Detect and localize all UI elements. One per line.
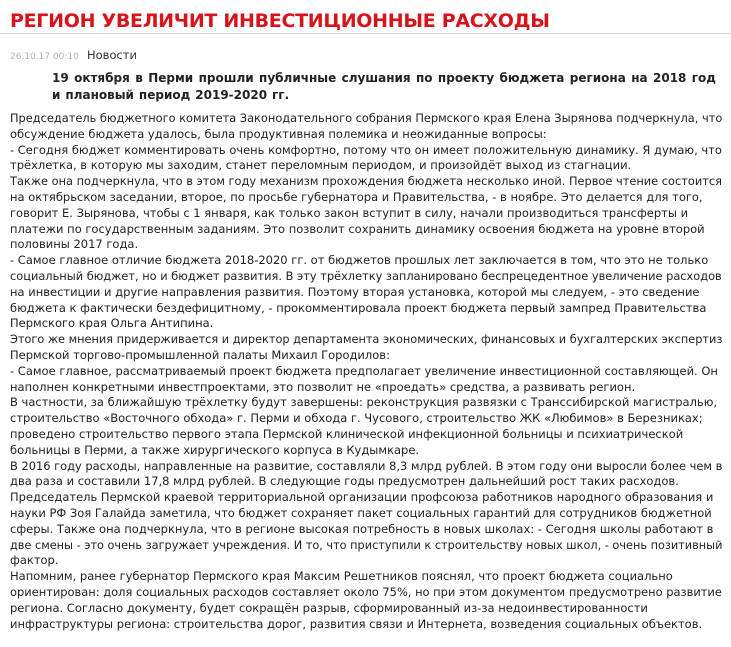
body-line: Пермского края Ольга Антипина. [10, 316, 214, 331]
body-line: Пермской торгово-промышленной палаты Михаил Городилов: [10, 347, 390, 362]
body-line: науки РФ Зоя Галайда заметила, что бюджет сохраняет пакет социальных гарантий для сотрудников бюджетной [10, 505, 712, 520]
body-line: платежи по государственным заданиям. Это позволит сохранить динамику освоения бюджета на уровне второй [10, 221, 705, 236]
body-line: обсуждение бюджета удалось, была продуктивная полемика и неожиданные вопросы: [10, 126, 547, 141]
body-line: - Сегодня бюджет комментировать очень комфортно, потому что он имеет положительную динамику. Я думаю, что [10, 142, 722, 157]
body-line: проведено строительство первого этапа Пермской клинической инфекционной больницы и психиатрической [10, 426, 684, 441]
body-line: - Самое главное, рассматриваемый проект бюджета предполагает увеличение инвестиционной составляющей. Он [10, 363, 718, 378]
body-line: ориентирован: доля социальных расходов составляет около 75%, но при этом документом предусмотрено развитие [10, 584, 722, 599]
article-meta [10, 44, 137, 63]
body-line: больницы в Перми, а также хирургического корпуса в Кудымкаре. [10, 442, 420, 457]
body-line: на октябрьском заседании, второе, по просьбе губернатора и Правительства, - в ноябре. Это делается для того, [10, 189, 703, 204]
body-line: фактор. [10, 553, 59, 568]
body-line: строительство «Восточного обхода» г. Перми и обхода г. Чусового, строительство ЖК «Любимов» в Березниках; [10, 411, 703, 426]
body-line: половины 2017 года. [10, 237, 139, 252]
article-body [10, 111, 722, 632]
article-title: РЕГИОН УВЕЛИЧИТ ИНВЕСТИЦИОННЫЕ РАСХОДЫ [10, 10, 550, 32]
body-line: - Самое главное отличие бюджета 2018-2020 гг. от бюджетов прошлых лет заключается в том, что это не только [10, 253, 709, 268]
body-line: В 2016 году расходы, направленные на развитие, составляли 8,3 млрд рублей. В этом году они выросли более чем в [10, 458, 723, 473]
body-line: В частности, за ближайшую трёхлетку будут завершены: реконструкция развязки с Транссибирской магистралью, [10, 395, 718, 410]
article-date: 26.10.17 00:10 [10, 52, 79, 62]
article-lead: 19 октября в Перми прошли публичные слушания по проекту бюджета региона на 2018 год и плановый период 2019-2020 гг. [52, 71, 716, 102]
body-line: говорит Е. Зырянова, чтобы с 1 января, как только закон вступит в силу, начали производиться трансферты и [10, 205, 689, 220]
body-line: Также она подчеркнула, что в этом году механизм прохождения бюджета несколько иной. Первое чтение состоится [10, 174, 722, 189]
body-line: Напомним, ранее губернатор Пермского края Максим Решетников пояснял, что проект бюджета социально [10, 569, 673, 584]
body-line: Председатель Пермской краевой территориальной организации профсоюза работников народного образования и [10, 490, 714, 505]
body-line: бюджета к фактически бездефицитному, - прокомментировала проект бюджета первый зампред Правительства [10, 300, 707, 315]
body-line: трёхлетка, в которую мы заходим, станет переломным периодом, и произойдёт выход из стагнации. [10, 158, 632, 173]
body-line: сферы. Также она подчеркнула, что в регионе высокая потребность в новых школах: - Сегодня школы работают в [10, 521, 714, 536]
body-line: региона. Согласно документу, будет сокращён разрыв, сформированный из-за недоинвестированности [10, 600, 648, 615]
body-line: инфраструктуры региона: строительства дорог, развития связи и Интернета, возведения социальных объектов. [10, 616, 703, 631]
body-line: наполнен конкретными инвестпроектами, это позволит не «проедать» средства, а развивать регион. [10, 379, 636, 394]
title-divider [0, 33, 731, 34]
body-line: два раза и составили 17,8 млрд рублей. В следующие годы предусмотрен дальнейший рост таких расходов. [10, 474, 679, 489]
article-category-link[interactable]: Новости [86, 48, 137, 62]
body-line: социальный бюджет, но и бюджет развития. В эту трёхлетку запланировано беспрецедентное увеличение расходов [10, 268, 722, 283]
body-line: Председатель бюджетного комитета Законодательного собрания Пермского края Елена Зырянова подчеркнула, что [10, 111, 723, 125]
body-line: на инвестиции и другие направления развития. Поэтому вторая установка, которой мы следуем, - это сведение [10, 284, 700, 299]
body-line: Этого же мнения придерживается и директор департамента экономических, финансовых и бухгалтерских экспертиз [10, 332, 723, 347]
body-line: две смены - это очень загружает учреждения. И то, что приступили к строительству новых школ, - очень позитивный [10, 537, 723, 552]
